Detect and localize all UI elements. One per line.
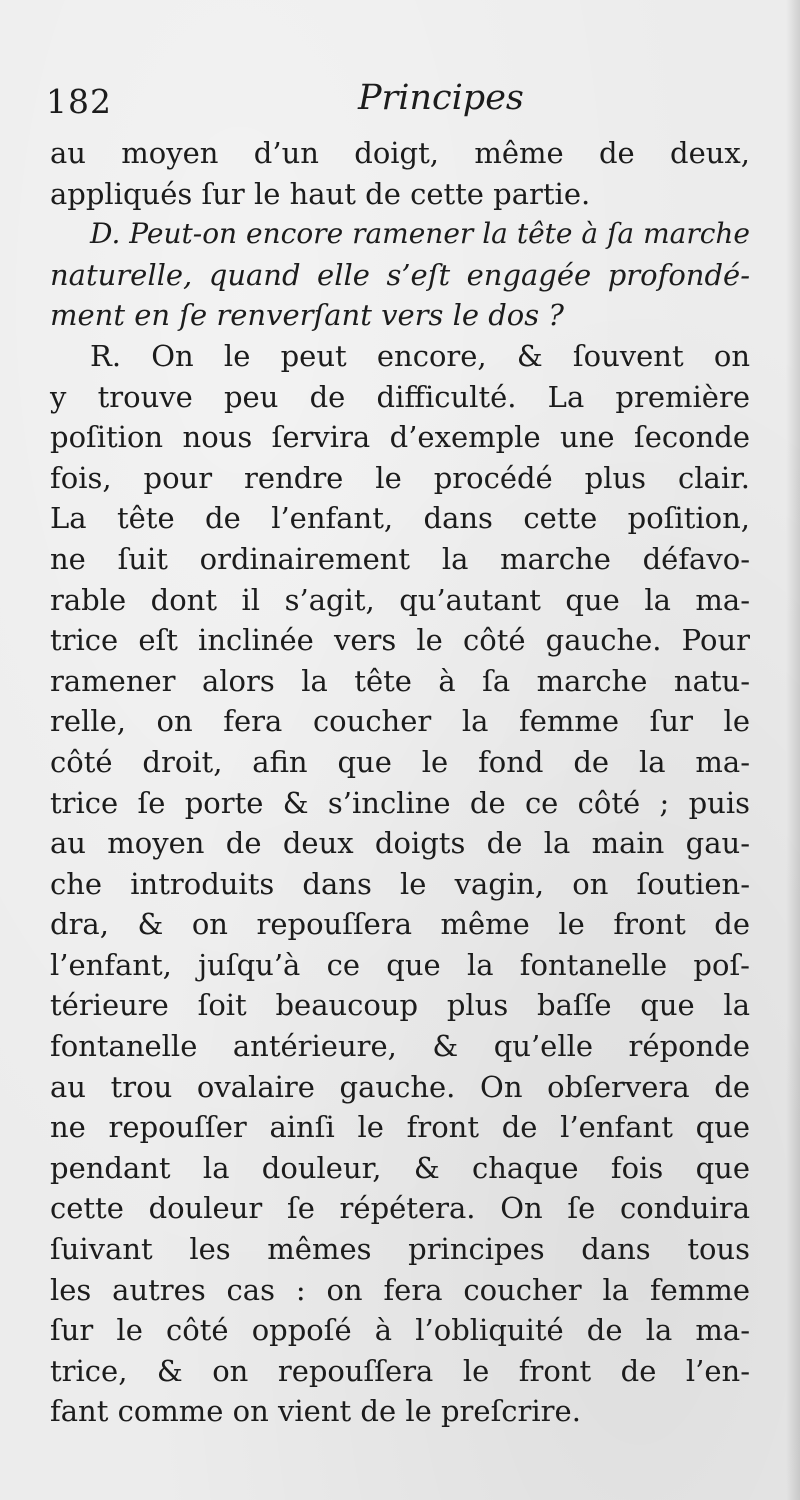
text-line: appliqués ſur le haut de cette partie. <box>50 176 591 211</box>
text-line: ne ſuit ordinairement la marche défavo- <box>50 541 750 576</box>
text-line: relle, on fera coucher la femme ſur le <box>50 704 750 739</box>
text-line: ment en ſe renverſant vers le dos ? <box>50 298 564 333</box>
text-line: D. Peut-on encore ramener la tête à ſa marche <box>90 217 750 251</box>
text-line: fontanelle antérieure, & qu’elle réponde <box>50 1029 750 1064</box>
body-text <box>50 133 750 1432</box>
text-line: au moyen d’un doigt, même de deux, <box>50 136 750 170</box>
text-line: térieure ſoit beaucoup plus baſſe que la <box>50 988 750 1023</box>
text-line: l’enfant, juſqu’à ce que la fontanelle poſ- <box>50 947 750 982</box>
text-line: pendant la douleur, & chaque fois que <box>50 1150 750 1185</box>
text-line: côté droit, afin que le fond de la ma- <box>50 744 750 779</box>
page-header <box>46 78 746 128</box>
text-line: che introduits dans le vagin, on ſoutien- <box>50 866 750 901</box>
running-title: Principes <box>358 78 524 118</box>
text-line: ſuivant les mêmes principes dans tous <box>50 1232 750 1267</box>
text-line: rable dont il s’agit, qu’autant que la ma- <box>50 582 750 617</box>
text-line: naturelle, quand elle s’eſt engagée profondé- <box>50 257 750 292</box>
text-line: ſur le côté oppoſé à l’obliquité de la ma- <box>50 1313 750 1348</box>
text-line: poſition nous ſervira d’exemple une ſeconde <box>50 420 750 455</box>
text-line: fois, pour rendre le procédé plus clair. <box>50 460 750 495</box>
text-line: fant comme on vient de le preſcrire. <box>50 1394 581 1429</box>
text-line: les autres cas : on fera coucher la femme <box>50 1272 750 1307</box>
text-line: y trouve peu de difficulté. La première <box>50 379 750 414</box>
page-number: 182 <box>46 82 112 121</box>
text-line: trice ſe porte & s’incline de ce côté ; puis <box>50 785 750 820</box>
text-line: La tête de l’enfant, dans cette poſition, <box>50 501 750 536</box>
text-line: R. On le peut encore, & ſouvent on <box>90 338 750 373</box>
text-line: trice eſt inclinée vers le côté gauche. Pour <box>50 623 750 658</box>
text-line: cette douleur ſe répétera. On ſe conduira <box>50 1191 750 1226</box>
page-edge-shadow <box>786 0 800 1500</box>
text-line: au moyen de deux doigts de la main gau- <box>50 826 750 861</box>
text-line: ne repouſſer ainſi le front de l’enfant que <box>50 1110 750 1145</box>
text-line: au trou ovalaire gauche. On obſervera de <box>50 1069 750 1104</box>
text-line: dra, & on repouſſera même le front de <box>50 907 750 942</box>
text-line: ramener alors la tête à ſa marche natu- <box>50 663 750 698</box>
text-line: trice, & on repouſſera le front de l’en- <box>50 1353 750 1388</box>
